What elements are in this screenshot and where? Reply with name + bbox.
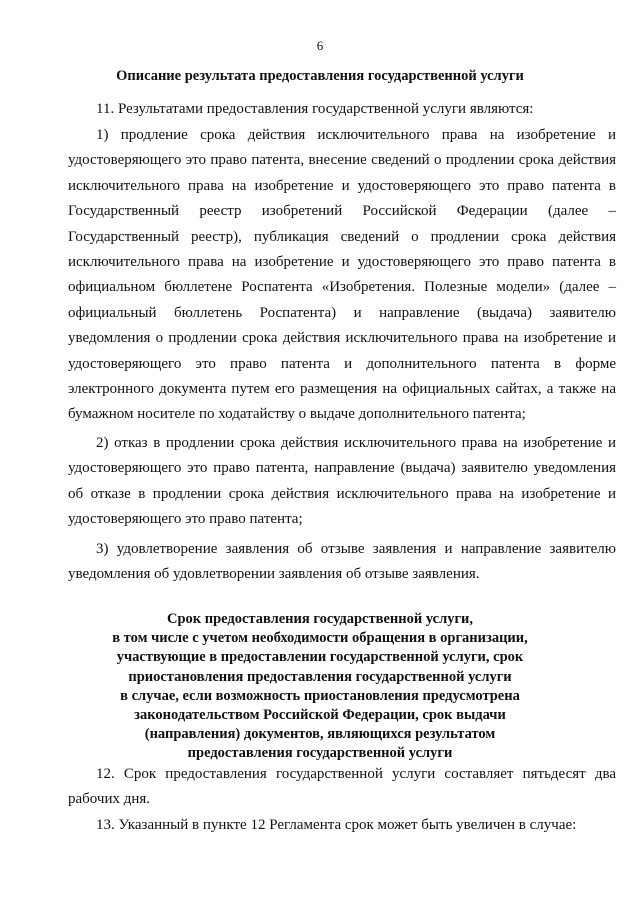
paragraph-item-1: 1) продление срока действия исключительного права на изобретение и удостоверяющего это право патента, внесение сведений о продлении срока действия исключительного права на изобретение и удостоверяющего это право патента в Государственный реестр изобретений Российской Федерации (далее – Государственный реестр), публикация сведений о продлении срока действия исключительного права на изобретение и удостоверяющего это право патента в официальном бюллетене Роспатента «Изобретения. Полезные модели» (далее – официальный бюллетень Роспатента) и направление (выдача) заявителю уведомления о продлении срока действия исключительного права на изобретение и удостоверяющего это право патента и дополнительного патента в форме электронного документа путем его размещения на официальных сайтах, а также на бумажном носителе по ходатайству о выдаче дополнительного патента; [68, 127, 616, 423]
heading-line: предоставления государственной услуги [187, 745, 453, 762]
heading-line: в том числе с учетом необходимости обращения в организации, [112, 630, 528, 647]
paragraph-13: 13. Указанный в пункте 12 Регламента срок может быть увеличен в случае: [96, 817, 577, 833]
page-number: 6 [316, 38, 324, 53]
paragraph-12: 12. Срок предоставления государственной услуги составляет пятьдесят два рабочих дня. [68, 766, 616, 808]
section-title: Описание результата предоставления государственной услуги [116, 68, 524, 84]
heading-line: участвующие в предоставлении государственной услуги, срок [116, 649, 524, 666]
heading-line: (направления) документов, являющихся результатом [144, 726, 496, 743]
paragraph-11-intro: 11. Результатами предоставления государственной услуги являются: [96, 101, 534, 117]
heading-line: приостановления предоставления государственной услуги [128, 668, 512, 685]
heading-line: в случае, если возможность приостановления предусмотрена [120, 687, 520, 704]
heading-line: законодательством Российской Федерации, срок выдачи [134, 707, 506, 724]
paragraph-item-3: 3) удовлетворение заявления об отзыве заявления и направление заявителю уведомления об удовлетворении заявления об отзыве заявления. [68, 541, 616, 583]
section-heading-term [0, 610, 640, 764]
paragraph-item-2: 2) отказ в продлении срока действия исключительного права на изобретение и удостоверяющего это право патента, направление (выдача) заявителю уведомления об отказе в продлении срока действия исключительного права на изобретение и удостоверяющего это право патента; [68, 435, 616, 528]
heading-line: Срок предоставления государственной услуги, [166, 611, 474, 627]
